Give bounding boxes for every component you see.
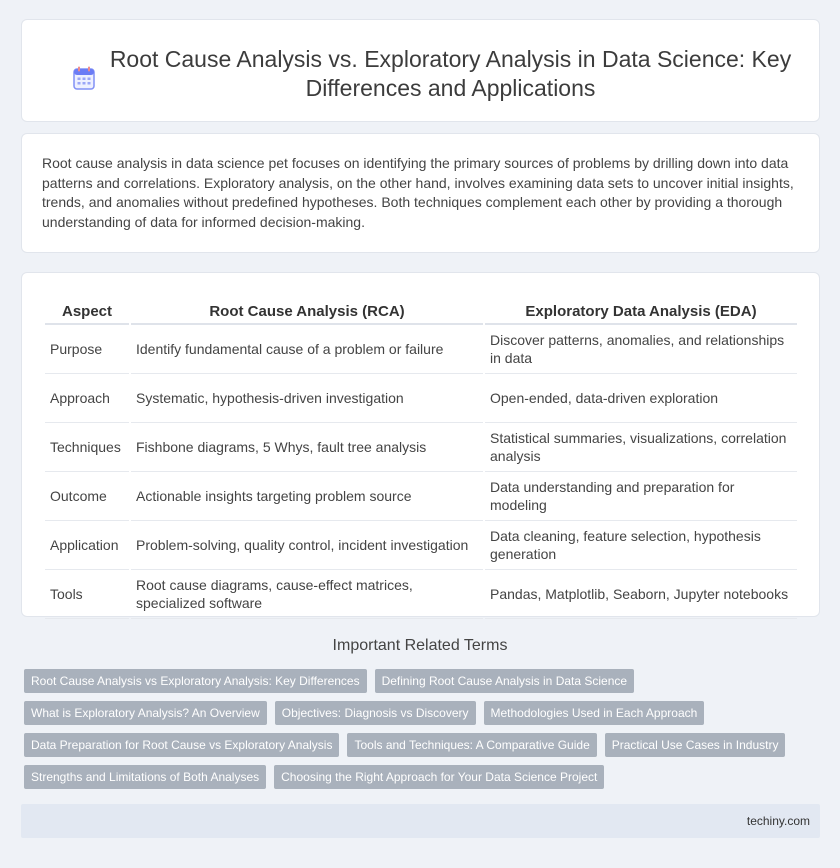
- related-term-link[interactable]: Data Preparation for Root Cause vs Exploratory Analysis: [24, 733, 339, 757]
- header-card: [21, 19, 820, 122]
- table-cell-eda: Data understanding and preparation for modeling: [485, 472, 797, 521]
- table-row: [45, 472, 797, 521]
- table-row: [45, 325, 797, 374]
- related-term-link[interactable]: Practical Use Cases in Industry: [605, 733, 786, 757]
- footer-brand[interactable]: techiny.com: [746, 814, 810, 828]
- table-row: [45, 423, 797, 472]
- intro-paragraph: Root cause analysis in data science pet focuses on identifying the primary sources of problems by drilling down into data patterns and correlations. Exploratory analysis, on the other hand, involves examining data sets to uncover initial insights, trends, and anomalies without predefined hypotheses. Both techniques complement each other by providing a thorough understanding of data for informed decision-making.: [42, 155, 794, 230]
- related-term-link[interactable]: Root Cause Analysis vs Exploratory Analysis: Key Differences: [24, 669, 367, 693]
- related-term-link[interactable]: Choosing the Right Approach for Your Data Science Project: [274, 765, 604, 789]
- table-cell-aspect: Outcome: [45, 472, 129, 521]
- comparison-table-card: [21, 272, 820, 617]
- table-cell-rca: Systematic, hypothesis-driven investigation: [131, 374, 483, 423]
- related-term-link[interactable]: Tools and Techniques: A Comparative Guide: [347, 733, 596, 757]
- table-cell-eda: Statistical summaries, visualizations, correlation analysis: [485, 423, 797, 472]
- table-row: [45, 570, 797, 619]
- column-header-aspect: Aspect: [45, 293, 129, 325]
- table-cell-rca: Problem-solving, quality control, incident investigation: [131, 521, 483, 570]
- table-row: [45, 374, 797, 423]
- table-cell-eda: Discover patterns, anomalies, and relationships in data: [485, 325, 797, 374]
- calendar-icon: [72, 66, 96, 91]
- table-cell-aspect: Purpose: [45, 325, 129, 374]
- table-cell-rca: Fishbone diagrams, 5 Whys, fault tree analysis: [131, 423, 483, 472]
- table-cell-aspect: Application: [45, 521, 129, 570]
- table-cell-aspect: Techniques: [45, 423, 129, 472]
- table-cell-rca: Identify fundamental cause of a problem or failure: [131, 325, 483, 374]
- table-cell-aspect: Approach: [45, 374, 129, 423]
- table-cell-eda: Pandas, Matplotlib, Seaborn, Jupyter notebooks: [485, 570, 797, 619]
- footer-bar: [21, 804, 820, 838]
- table-header-row: [45, 293, 797, 325]
- intro-card: [21, 133, 820, 253]
- related-terms-list: [24, 669, 814, 789]
- column-header-rca: Root Cause Analysis (RCA): [131, 293, 483, 325]
- table-cell-rca: Actionable insights targeting problem source: [131, 472, 483, 521]
- related-terms-title: Important Related Terms: [332, 637, 508, 654]
- related-term-link[interactable]: Strengths and Limitations of Both Analyses: [24, 765, 266, 789]
- table-cell-eda: Open-ended, data-driven exploration: [485, 374, 797, 423]
- comparison-table: [43, 293, 799, 619]
- related-term-link[interactable]: What is Exploratory Analysis? An Overview: [24, 701, 267, 725]
- related-term-link[interactable]: Defining Root Cause Analysis in Data Science: [375, 669, 634, 693]
- related-term-link[interactable]: Methodologies Used in Each Approach: [484, 701, 705, 725]
- related-term-link[interactable]: Objectives: Diagnosis vs Discovery: [275, 701, 476, 725]
- table-cell-eda: Data cleaning, feature selection, hypothesis generation: [485, 521, 797, 570]
- table-cell-rca: Root cause diagrams, cause-effect matrices, specialized software: [131, 570, 483, 619]
- page-title: Root Cause Analysis vs. Exploratory Analysis in Data Science: Key Differences and Applications: [109, 46, 792, 101]
- table-row: [45, 521, 797, 570]
- column-header-eda: Exploratory Data Analysis (EDA): [485, 293, 797, 325]
- table-cell-aspect: Tools: [45, 570, 129, 619]
